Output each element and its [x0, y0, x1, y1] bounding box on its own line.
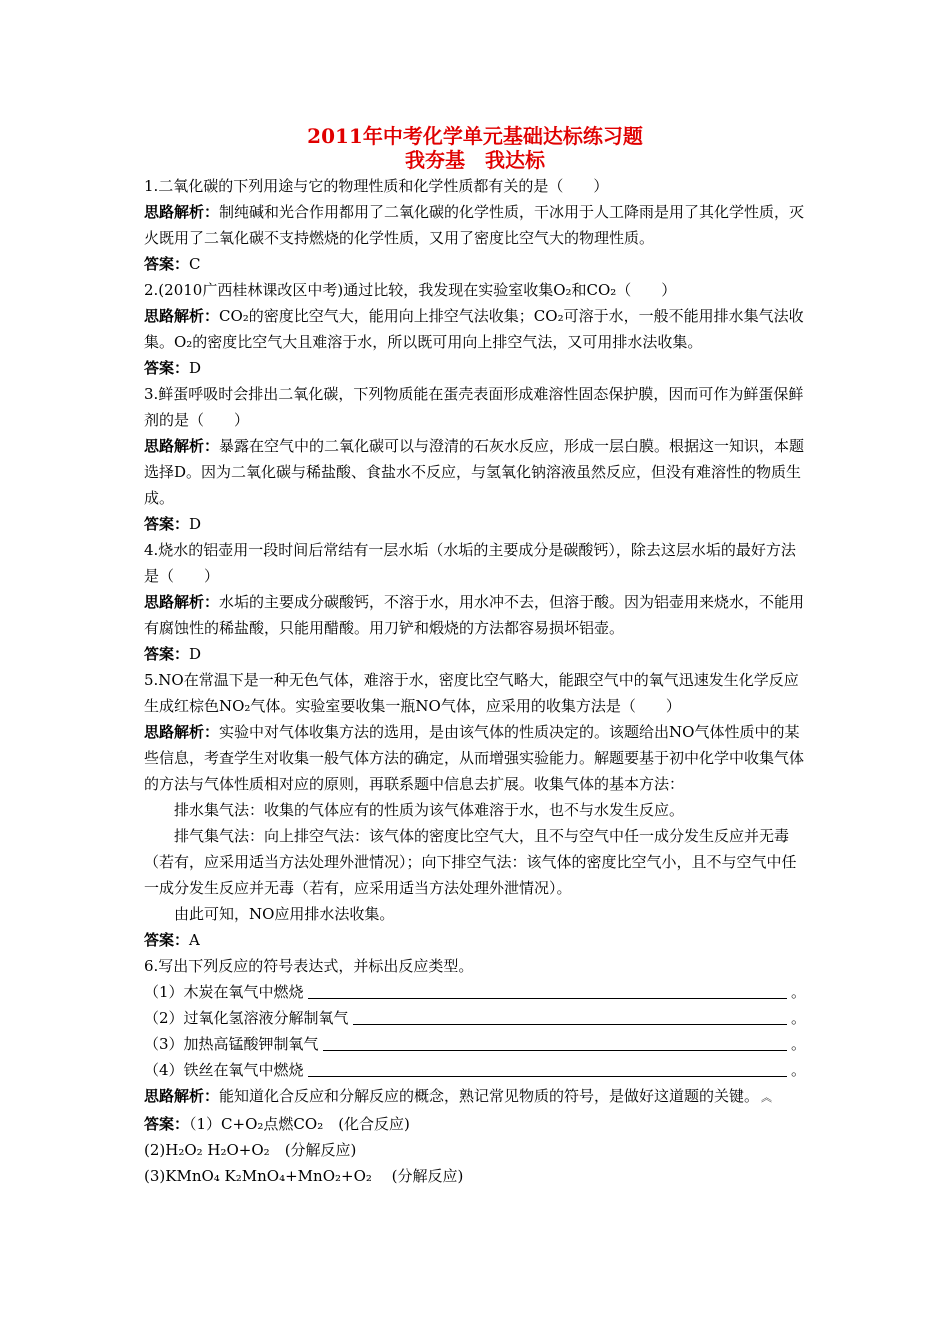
answer-2: [144, 355, 806, 381]
analysis-5-para-1: 排水集气法：收集的气体应有的性质为该气体难溶于水，也不与水发生反应。: [174, 801, 685, 819]
answer-text: D: [189, 359, 202, 377]
analysis-label: 思路解析：: [144, 723, 220, 741]
answer-blank-line: [308, 998, 787, 999]
fill-blank-end: 。: [790, 983, 806, 1001]
analysis-label: 思路解析：: [144, 593, 220, 611]
answer-text: D: [189, 515, 202, 533]
fill-blank-label: （4）铁丝在氧气中燃烧: [144, 1061, 304, 1079]
analysis-text: 水垢的主要成分碳酸钙，不溶于水，用水冲不去，但溶于酸。因为铝壶用来烧水，不能用有腐蚀性的稀盐酸，只能用醋酸。用刀铲和煅烧的方法都容易损坏铝壶。: [144, 593, 805, 637]
answer-1: [144, 251, 806, 277]
answer-blank-line: [323, 1050, 787, 1051]
answer-6-line-2: (2)H₂O₂ H₂O+O₂ (分解反应): [144, 1141, 357, 1159]
answer-text: D: [189, 645, 202, 663]
analysis-text: 能知道化合反应和分解反应的概念，熟记常见物质的符号，是做好这道题的关键。: [219, 1087, 760, 1105]
answer-label: 答案：: [144, 931, 190, 949]
question-5: 5.NO在常温下是一种无色气体，难溶于水，密度比空气略大，能跟空气中的氧气迅速发生化学反应生成红棕色NO₂气体。实验室要收集一瓶NO气体，应采用的收集方法是（ ）: [144, 671, 799, 715]
question-2: 2.(2010广西桂林课改区中考)通过比较，我发现在实验室收集O₂和CO₂（ ）: [144, 281, 677, 299]
answer-label: 答案：: [144, 645, 190, 663]
document-body: [144, 173, 806, 1189]
answer-6: [144, 1111, 806, 1137]
analysis-label: 思路解析：: [144, 203, 220, 221]
fill-blank-label: （1）木炭在氧气中燃烧: [144, 983, 304, 1001]
fill-blank-end: 。: [790, 1009, 806, 1027]
analysis-6: [144, 1083, 806, 1111]
analysis-text: CO₂的密度比空气大，能用向上排空气法收集；CO₂可溶于水，一般不能用排水集气法收集。O₂的密度比空气大且难溶于水，所以既可用向上排空气法，又可用排水法收集。: [144, 307, 804, 351]
fill-blank-label: （3）加热高锰酸钾制氧气: [144, 1035, 319, 1053]
answer-label: 答案：: [144, 255, 190, 273]
question-3: 3.鲜蛋呼吸时会排出二氧化碳，下列物质能在蛋壳表面形成难溶性固态保护膜，因而可作为鲜蛋保鲜剂的是（ ）: [144, 385, 804, 429]
answer-4: [144, 641, 806, 667]
fill-blank-1: [144, 979, 806, 1005]
fill-blank-label: （2）过氧化氢溶液分解制氧气: [144, 1009, 349, 1027]
fill-blank-end: 。: [790, 1035, 806, 1053]
answer-label: 答案：: [144, 359, 190, 377]
analysis-label: 思路解析：: [144, 1087, 220, 1105]
analysis-2: [144, 303, 806, 355]
answer-3: [144, 511, 806, 537]
question-1: 1.二氧化碳的下列用途与它的物理性质和化学性质都有关的是（ ）: [144, 177, 609, 195]
answer-blank-line: [308, 1076, 787, 1077]
double-chevron-up-icon: ︽: [761, 1091, 773, 1104]
answer-6-line-3: (3)KMnO₄ K₂MnO₄+MnO₂+O₂ (分解反应): [144, 1167, 464, 1185]
answer-5: [144, 927, 806, 953]
fill-blank-end: 。: [790, 1061, 806, 1079]
analysis-5: [144, 719, 806, 797]
analysis-5-para-2: 排气集气法：向上排空气法：该气体的密度比空气大，且不与空气中任一成分发生反应并无毒（若有，应采用适当方法处理外泄情况）；向下排空气法：该气体的密度比空气小，且不与空气中任一成分发生反应并无毒（若有，应采用适当方法处理外泄情况）。: [144, 827, 797, 897]
analysis-4: [144, 589, 806, 641]
analysis-label: 思路解析：: [144, 307, 220, 325]
analysis-1: [144, 199, 806, 251]
answer-blank-line: [353, 1024, 787, 1025]
question-4: 4.烧水的铝壶用一段时间后常结有一层水垢（水垢的主要成分是碳酸钙），除去这层水垢的最好方法是（ ）: [144, 541, 796, 585]
document-title: 2011年中考化学单元基础达标练习题: [307, 124, 643, 148]
analysis-5-para-3: 由此可知，NO应用排水法收集。: [174, 905, 395, 923]
fill-blank-2: [144, 1005, 806, 1031]
document-subtitle: 我夯基 我达标: [405, 148, 545, 172]
analysis-text: 制纯碱和光合作用都用了二氧化碳的化学性质，干冰用于人工降雨是用了其化学性质，灭火既用了二氧化碳不支持燃烧的化学性质，又用了密度比空气大的物理性质。: [144, 203, 805, 247]
answer-text: C: [189, 255, 201, 273]
fill-blank-4: [144, 1057, 806, 1083]
question-6: 6.写出下列反应的符号表达式，并标出反应类型。: [144, 957, 474, 975]
analysis-text: 暴露在空气中的二氧化碳可以与澄清的石灰水反应，形成一层白膜。根据这一知识，本题选择D。因为二氧化碳与稀盐酸、食盐水不反应，与氢氧化钠溶液虽然反应，但没有难溶性的物质生成。: [144, 437, 805, 507]
analysis-3: [144, 433, 806, 511]
answer-text: A: [189, 931, 200, 949]
answer-label: 答案：: [144, 515, 190, 533]
answer-6-line-1: （1）C+O₂点燃CO₂ (化合反应): [189, 1115, 410, 1133]
analysis-label: 思路解析：: [144, 437, 220, 455]
analysis-text: 实验中对气体收集方法的选用，是由该气体的性质决定的。该题给出NO气体性质中的某些信息，考查学生对收集一般气体方法的确定，从而增强实验能力。解题要基于初中化学中收集气体的方法与气体性质相对应的原则，再联系题中信息去扩展。收集气体的基本方法：: [144, 723, 805, 793]
answer-label: 答案：: [144, 1115, 190, 1133]
fill-blank-3: [144, 1031, 806, 1057]
